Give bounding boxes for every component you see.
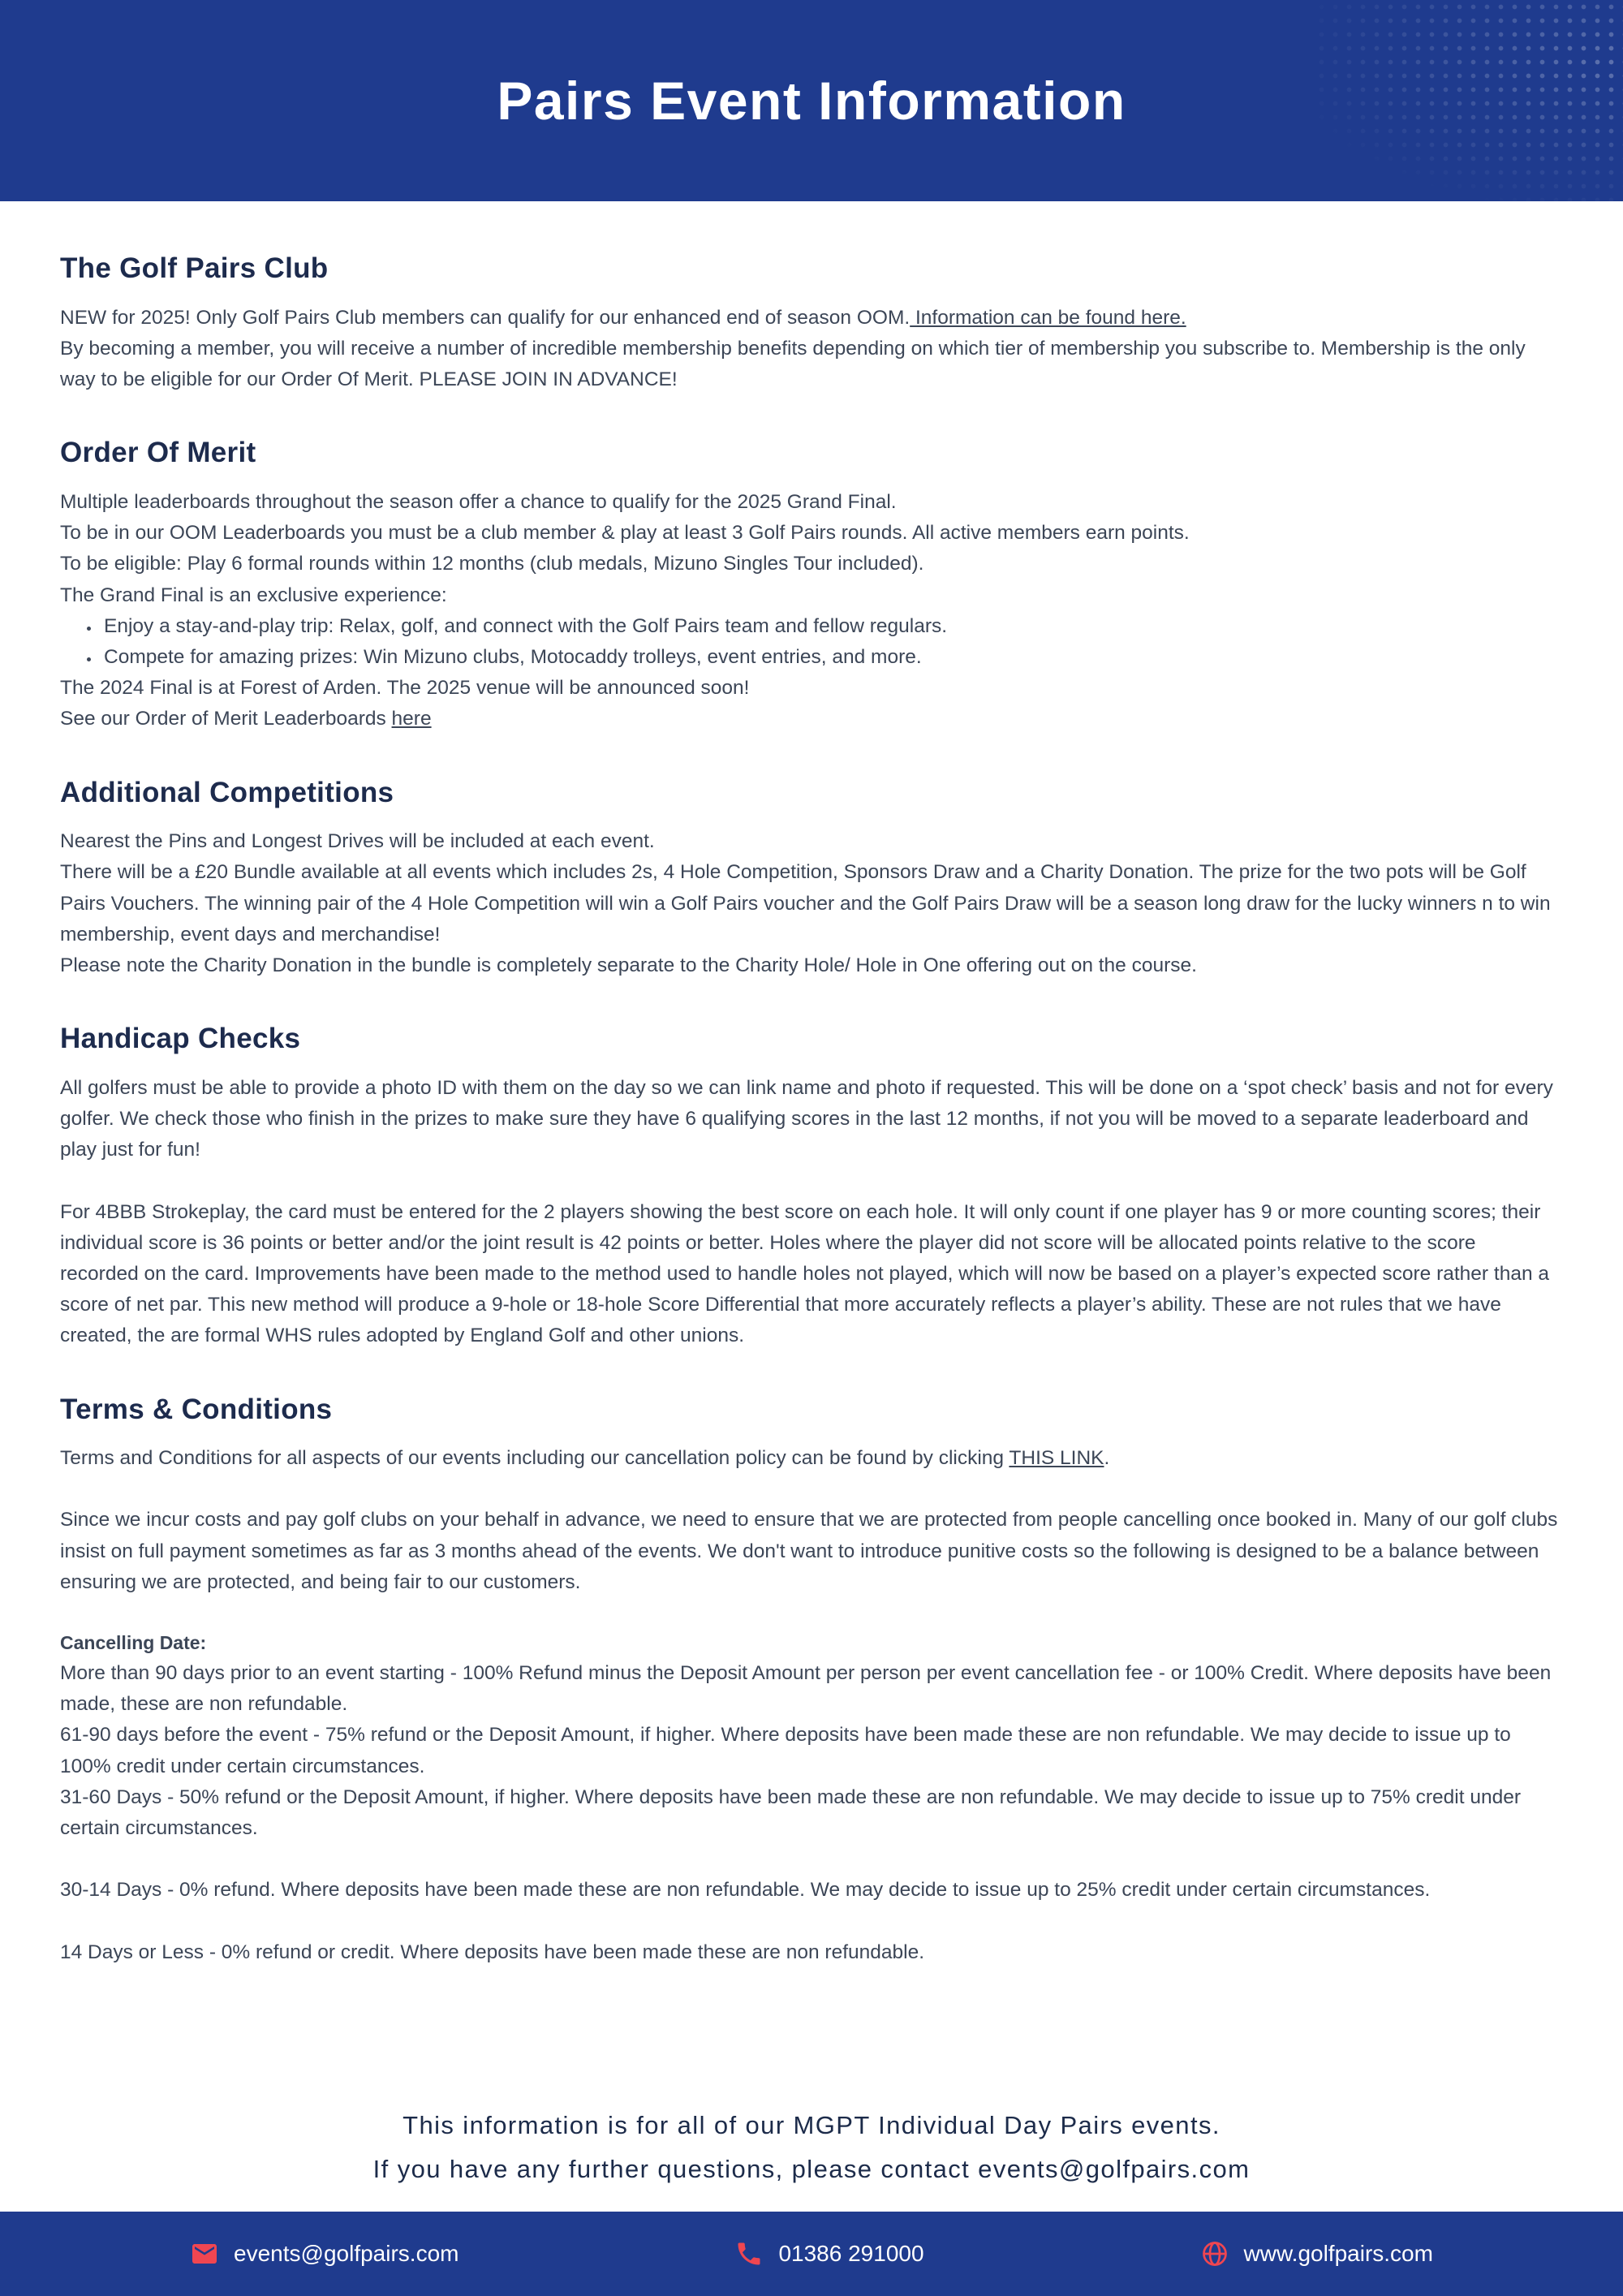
footer-phone-contact[interactable] — [734, 2239, 923, 2268]
footer-email-contact[interactable] — [190, 2239, 458, 2268]
section-additional-competitions — [60, 771, 1558, 982]
paragraph: There will be a £20 Bundle available at all events which includes 2s, 4 Hole Competition, Sponsors Draw and a Charity Donation. The prize for the two pots will be Golf Pairs Vouchers. The winning pair of the 4 Hole Competition will win a Golf Pairs voucher and the Golf Pairs Draw will be a season long draw for the lucky winners n to win membership, event days and merchandise! — [60, 861, 1551, 946]
footer-bar — [0, 2212, 1623, 2296]
paragraph: For 4BBB Strokeplay, the card must be entered for the 2 players showing the best score on each hole. It will only count if one player has 9 or more counting scores; their individual score is 36 points or better and/or the joint result is 42 points or better. Holes where the player did not score will be allocated points relative to the score recorded on the card. Improvements have been made to the method used to handle holes not played, which will now be based on a player’s expected score rather than a score of net par. This new method will produce a 9-hole or 18-hole Score Differential that more accurately reflects a player’s ability. These are not rules that we have created, the are formal WHS rules adopted by England Golf and other unions. — [60, 1200, 1550, 1347]
envelope-icon — [190, 2239, 219, 2268]
paragraph: The 2024 Final is at Forest of Arden. The 2025 venue will be announced soon! — [60, 677, 750, 700]
paragraph-text: Terms and Conditions for all aspects of our events including our cancellation policy can be found by clicking — [60, 1447, 1010, 1470]
paragraph: The Grand Final is an exclusive experience: — [60, 584, 447, 606]
paragraph: All golfers must be able to provide a photo ID with them on the day so we can link name and photo if requested. This will be done on a ‘spot check’ basis and not for every golfer. We check those who finish in the prizes to make sure they have 6 qualifying scores in the last 12 months, if not you will be moved to a separate leaderboard and play just for fun! — [60, 1076, 1553, 1161]
halftone-dots-decoration — [1315, 0, 1623, 201]
footer-email-text: events@golfpairs.com — [234, 2241, 459, 2266]
section-heading-additional: Additional Competitions — [60, 776, 394, 808]
paragraph: To be in our OOM Leaderboards you must be a club member & play at least 3 Golf Pairs rounds. All active members earn points. — [60, 522, 1190, 545]
paragraph: Nearest the Pins and Longest Drives will be included at each event. — [60, 830, 655, 853]
section-heading-terms: Terms & Conditions — [60, 1393, 333, 1425]
section-order-of-merit — [60, 431, 1558, 734]
paragraph: Since we incur costs and pay golf clubs on your behalf in advance, we need to ensure that we are protected from people cancelling once booked in. Many of our golf clubs insist on full payment sometimes as far as 3 months ahead of the events. We don't want to introduce punitive costs so the following is designed to be a balance between ensuring we are protected, and being fair to our customers. — [60, 1509, 1558, 1593]
paragraph: Please note the Charity Donation in the bundle is completely separate to the Charity Hole/ Hole in One offering out on the course. — [60, 954, 1197, 977]
paragraph: By becoming a member, you will receive a number of incredible membership benefits depending on which tier of membership you subscribe to. Membership is the only way to be eligible for our Order Of Merit. PLEASE JOIN IN ADVANCE! — [60, 337, 1526, 391]
cancelling-date-label: Cancelling Date: — [60, 1632, 207, 1654]
footer-website-text: www.golfpairs.com — [1243, 2241, 1433, 2266]
section-handicap-checks — [60, 1017, 1558, 1351]
paragraph — [60, 303, 1558, 334]
paragraph: 31-60 Days - 50% refund or the Deposit Amount, if higher. Where deposits have been made these are non refundable. We may decide to issue up to 75% credit under certain circumstances. — [60, 1786, 1522, 1840]
leaderboards-here-link[interactable]: here — [391, 708, 432, 730]
section-heading-club: The Golf Pairs Club — [60, 252, 329, 284]
main-content — [0, 201, 1623, 1968]
section-terms-conditions — [60, 1388, 1558, 1968]
page-title: Pairs Event Information — [497, 71, 1126, 131]
paragraph: To be eligible: Play 6 formal rounds within 12 months (club medals, Mizuno Singles Tour included). — [60, 553, 924, 575]
paragraph: 61-90 days before the event - 75% refund or the Deposit Amount, if higher. Where deposits have been made these are non refundable. We may decide to issue up to 100% credit under certain circumstances. — [60, 1724, 1511, 1777]
list-item: • Enjoy a stay-and-play trip: Relax, golf, and connect with the Golf Pairs team and fellow regulars. — [101, 611, 1558, 642]
footer-website-contact[interactable] — [1200, 2239, 1433, 2268]
club-info-link[interactable]: Information can be found here. — [910, 306, 1186, 329]
paragraph-text: . — [1104, 1447, 1110, 1470]
list-item: • Compete for amazing prizes: Win Mizuno clubs, Motocaddy trolleys, event entries, and more. — [101, 642, 1558, 673]
closing-line-2: If you have any further questions, please contact events@golfpairs.com — [372, 2154, 1251, 2183]
section-heading-handicap: Handicap Checks — [60, 1023, 301, 1055]
paragraph: 14 Days or Less - 0% refund or credit. Where deposits have been made these are non refundable. — [60, 1941, 925, 1963]
globe-icon — [1200, 2239, 1229, 2268]
paragraph — [60, 704, 1558, 734]
paragraph-text: NEW for 2025! Only Golf Pairs Club members can qualify for our enhanced end of season OOM. — [60, 306, 911, 329]
paragraph — [60, 1443, 1558, 1474]
section-golf-pairs-club — [60, 247, 1558, 395]
phone-icon — [734, 2239, 764, 2268]
paragraph: Multiple leaderboards throughout the season offer a chance to qualify for the 2025 Grand Final. — [60, 490, 897, 513]
paragraph: 30-14 Days - 0% refund. Where deposits have been made these are non refundable. We may decide to issue up to 25% credit under certain circumstances. — [60, 1879, 1431, 1902]
header-banner — [0, 0, 1623, 201]
oom-bullet-list — [101, 611, 1558, 673]
paragraph-text: See our Order of Merit Leaderboards — [60, 708, 392, 730]
closing-line-1: This information is for all of our MGPT Individual Day Pairs events. — [403, 2111, 1220, 2140]
section-heading-oom: Order Of Merit — [60, 437, 256, 469]
paragraph: More than 90 days prior to an event starting - 100% Refund minus the Deposit Amount per person per event cancellation fee - or 100% Credit. Where deposits have been made, these are non refundable. — [60, 1661, 1552, 1716]
terms-this-link[interactable]: THIS LINK — [1009, 1447, 1104, 1470]
closing-note — [0, 2104, 1623, 2190]
footer-phone-text: 01386 291000 — [778, 2241, 924, 2266]
